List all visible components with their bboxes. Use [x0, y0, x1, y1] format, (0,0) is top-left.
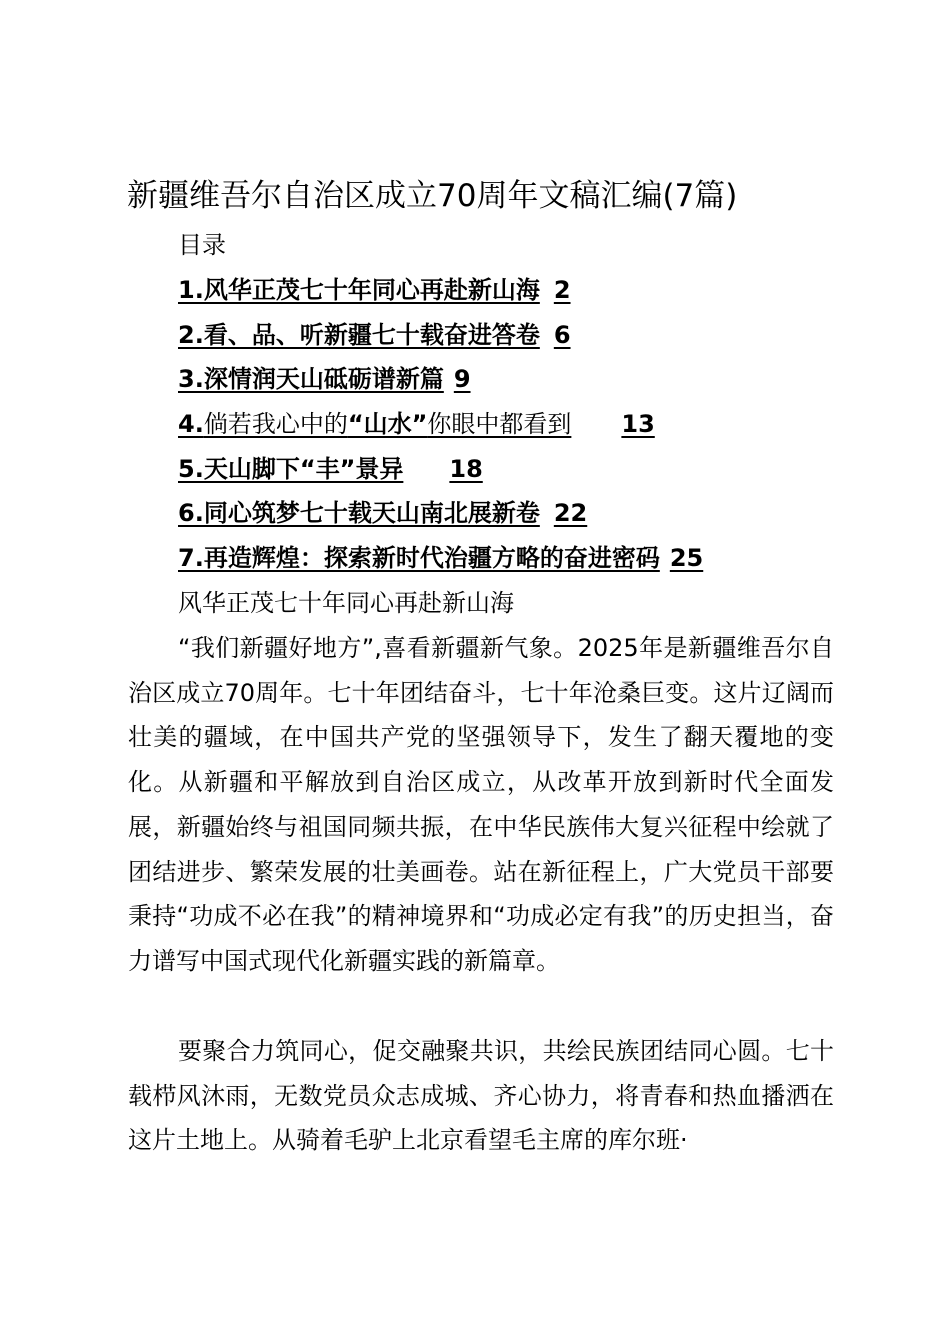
toc-item-7[interactable]	[178, 541, 703, 586]
toc-item-quoted: “山水”	[347, 410, 428, 439]
toc-item-prefix: 4.	[178, 410, 204, 439]
toc-item-text: 6.同心筑梦七十载天山南北展新卷	[178, 499, 540, 528]
toc-item-text: 5.天山脚下“丰”景异	[178, 454, 404, 483]
toc-item-page: 2	[553, 276, 571, 304]
toc-item-page: 9	[453, 365, 471, 394]
section-title: 风华正茂七十年同心再赴新山海	[178, 589, 514, 617]
toc-item-text: 倘若我心中的	[203, 410, 348, 439]
toc-heading: 目录	[178, 231, 226, 259]
toc-item-5[interactable]	[178, 452, 703, 497]
toc-item-6[interactable]	[178, 496, 703, 541]
body-paragraph-1: “我们新疆好地方”,喜看新疆新气象。2025年是新疆维吾尔自治区成立70周年。七十年团结奋斗，七十年沧桑巨变。这片辽阔而壮美的疆域，在中国共产党的坚强领导下，发生了翻天覆地的变化。从新疆和平解放到自治区成立，从改革开放到新时代全面发展，新疆始终与祖国同频共振，在中华民族伟大复兴征程中绘就了团结进步、繁荣发展的壮美画卷。站在新征程上，广大党员干部要秉持“功成不必在我”的精神境界和“功成必定有我”的历史担当，奋力谱写中国式现代化新疆实践的新篇章。	[128, 634, 834, 975]
toc-item-text: 1.风华正茂七十年同心再赴新山海	[178, 276, 540, 304]
toc-item-1[interactable]	[178, 273, 703, 318]
body-paragraph-2: 要聚合力筑同心，促交融聚共识，共绘民族团结同心圆。七十载栉风沐雨，无数党员众志成城、齐心协力，将青春和热血播洒在这片土地上。从骑着毛驴上北京看望毛主席的库尔班·	[128, 1037, 834, 1155]
toc-item-4[interactable]	[178, 407, 703, 452]
toc-item-page: 13	[621, 410, 655, 439]
toc-item-text: 7.再造辉煌：探索新时代治疆方略的奋进密码	[178, 544, 660, 573]
toc-item-page: 18	[449, 454, 483, 483]
toc-item-text: 2.看、品、听新疆七十载奋进答卷	[178, 320, 540, 349]
toc-item-page: 25	[669, 544, 704, 573]
table-of-contents	[178, 273, 703, 586]
toc-item-page: 22	[553, 499, 588, 528]
document-title: 新疆维吾尔自治区成立70周年文稿汇编(7篇)	[127, 178, 738, 214]
toc-item-2[interactable]	[178, 318, 703, 363]
toc-item-3[interactable]	[178, 362, 703, 407]
toc-item-text: 3.深情润天山砥砺谱新篇	[178, 365, 444, 394]
toc-item-text-after: 你眼中都看到	[427, 410, 572, 439]
toc-item-page: 6	[553, 320, 571, 349]
